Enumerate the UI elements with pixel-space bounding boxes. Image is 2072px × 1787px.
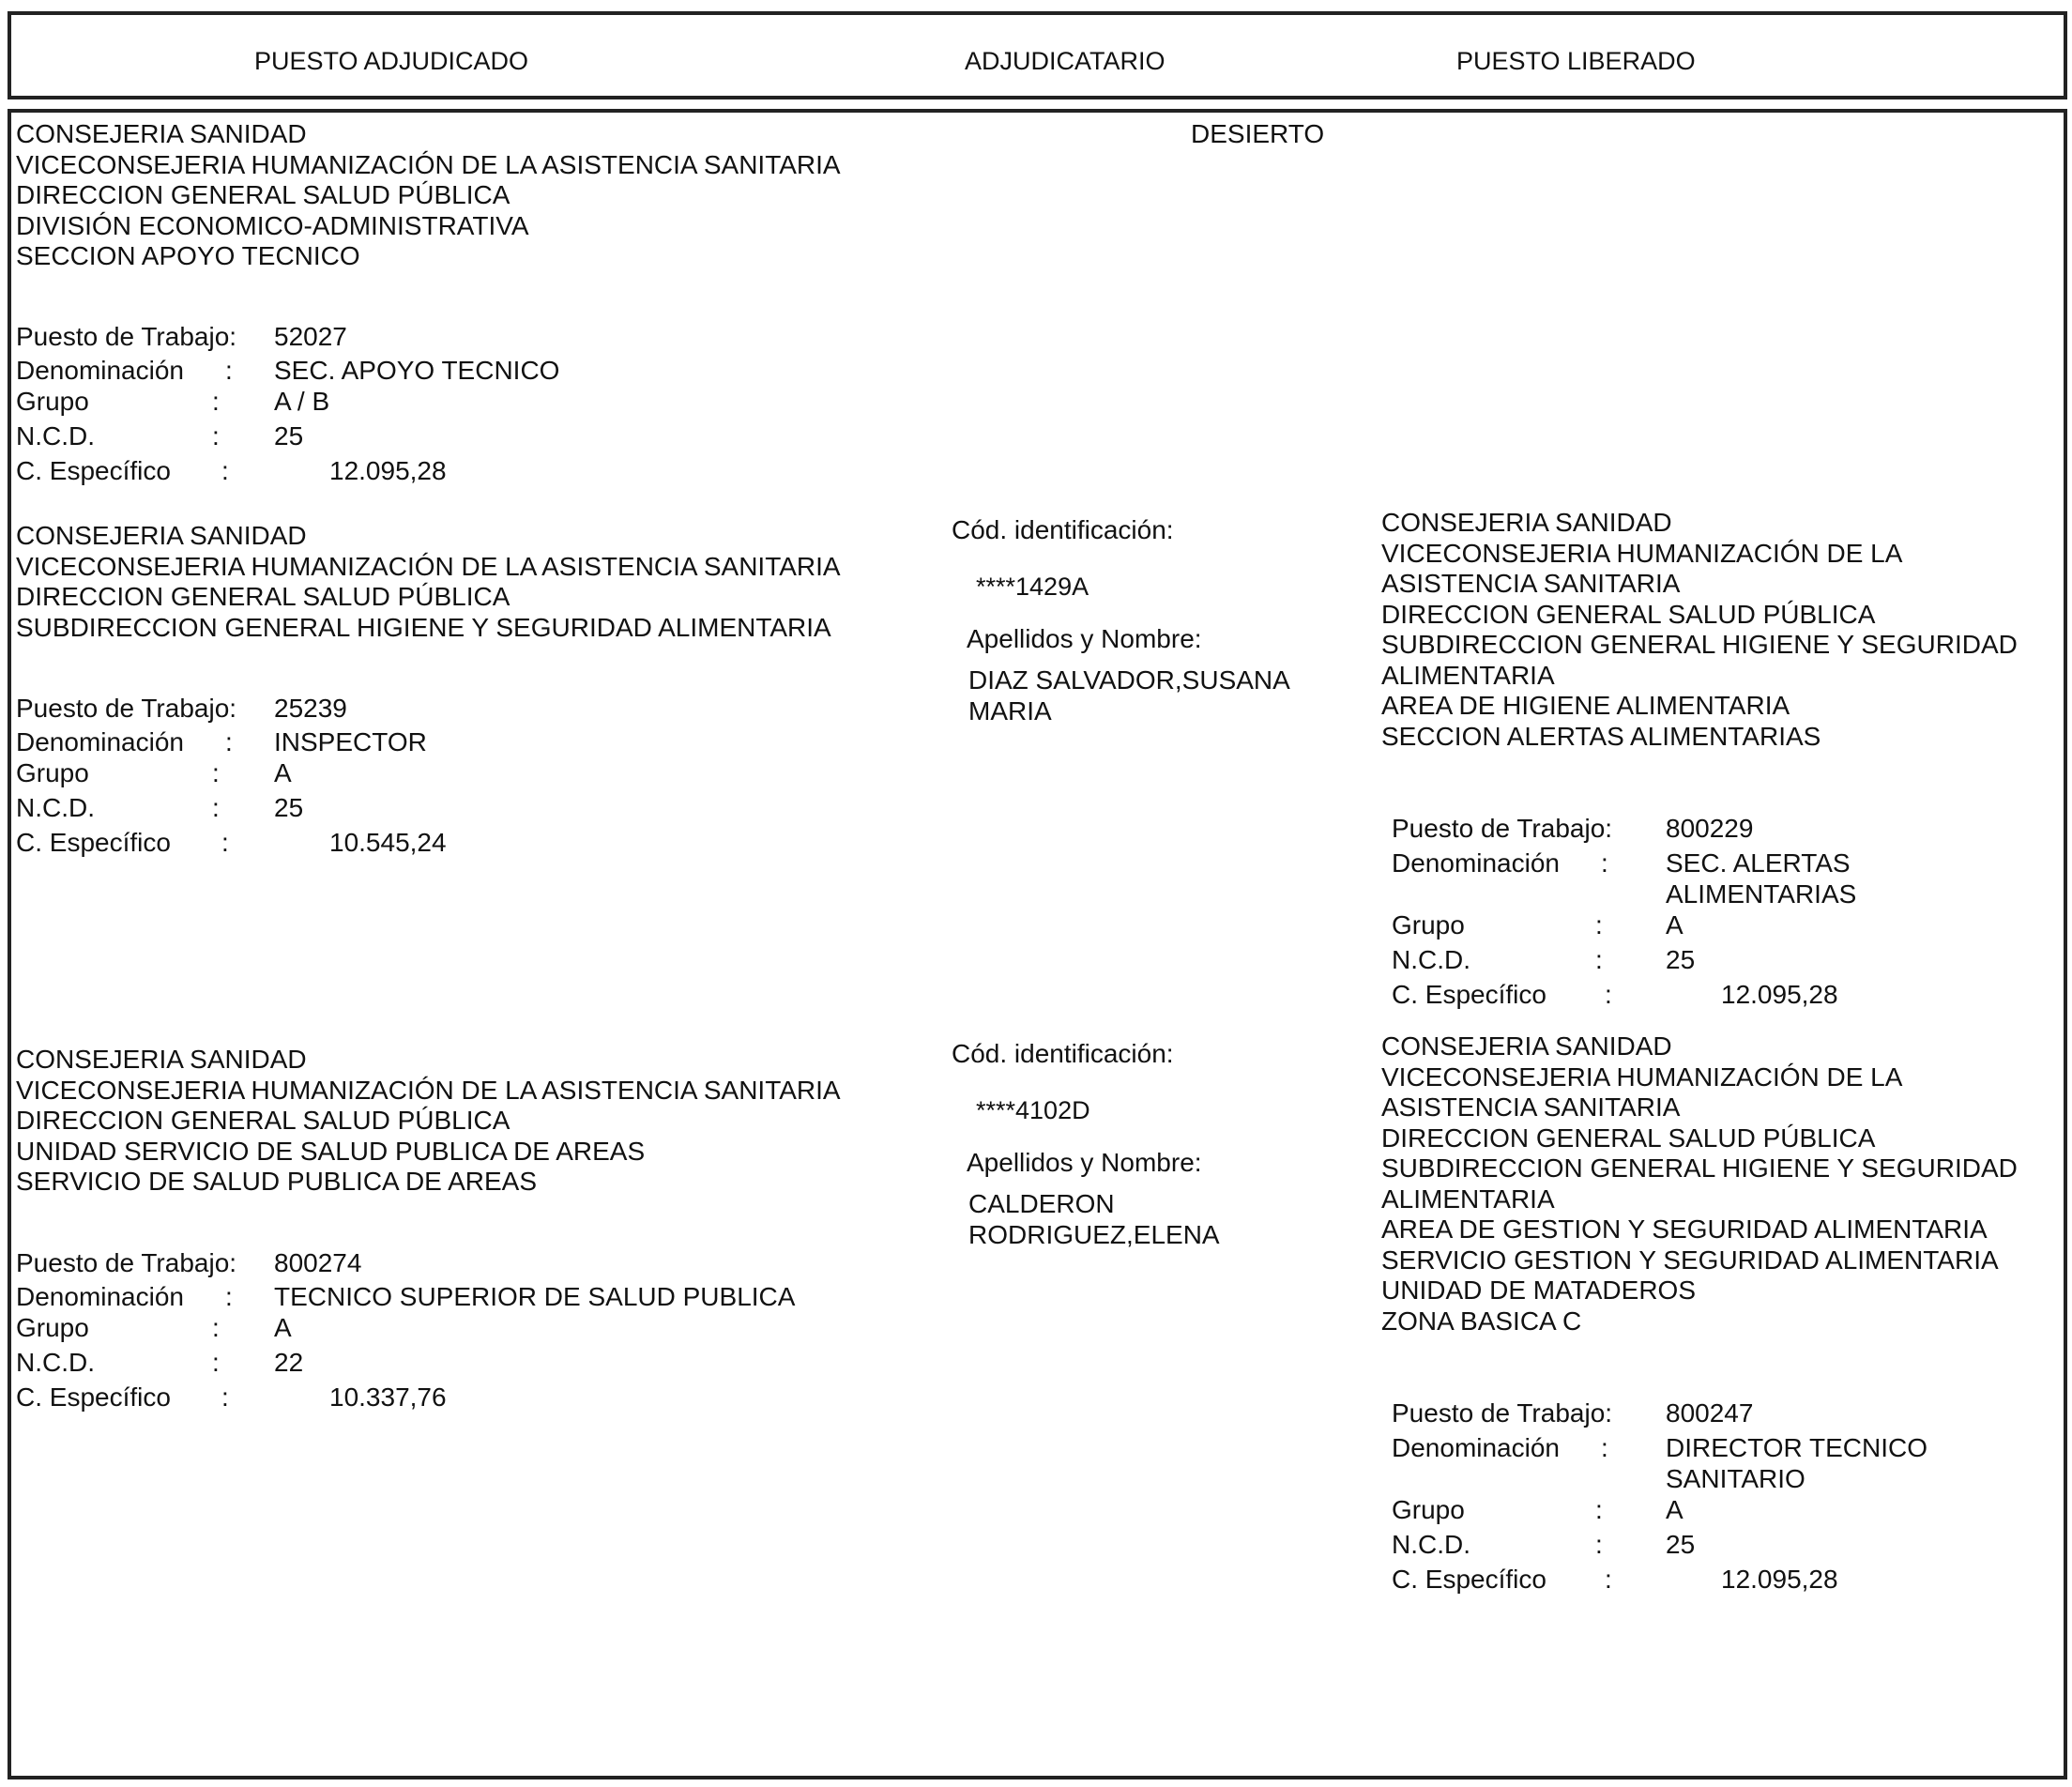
org-line: SECCION APOYO TECNICO bbox=[16, 241, 360, 270]
colon: : bbox=[212, 758, 220, 787]
org-line: DIRECCION GENERAL SALUD PÚBLICA bbox=[1381, 599, 1876, 629]
grupo-value: A bbox=[274, 758, 292, 787]
ncd-value: 25 bbox=[274, 793, 304, 822]
ncd-label: N.C.D. bbox=[1392, 1530, 1470, 1559]
header-puesto-liberado: PUESTO LIBERADO bbox=[1456, 47, 1696, 75]
org-line: VICECONSEJERIA HUMANIZACIÓN DE LA ASISTENCIA SANITARIA bbox=[16, 1075, 841, 1105]
colon: : bbox=[1605, 1565, 1612, 1594]
org-line: DIRECCION GENERAL SALUD PÚBLICA bbox=[16, 180, 510, 209]
denominacion-label: Denominación bbox=[16, 727, 184, 756]
colon: : bbox=[225, 727, 233, 756]
puesto-value: 800247 bbox=[1666, 1398, 1754, 1428]
org-line: ASISTENCIA SANITARIA bbox=[1381, 1092, 1681, 1122]
colon: : bbox=[1595, 1495, 1603, 1524]
adjudicatario-name bbox=[968, 1189, 1220, 1250]
colon: : bbox=[1595, 945, 1603, 974]
colon: : bbox=[212, 793, 220, 822]
org-line: CONSEJERIA SANIDAD bbox=[16, 521, 307, 550]
name-line: RODRIGUEZ,ELENA bbox=[968, 1219, 1220, 1249]
apellidos-label: Apellidos y Nombre: bbox=[967, 1148, 1202, 1177]
org-line: AREA DE GESTION Y SEGURIDAD ALIMENTARIA bbox=[1381, 1214, 1988, 1244]
colon: : bbox=[1595, 910, 1603, 939]
colon: : bbox=[1601, 848, 1608, 878]
especifico-label: C. Específico bbox=[16, 456, 171, 485]
colon: : bbox=[1595, 1530, 1603, 1559]
denominacion-value bbox=[1666, 848, 1856, 909]
denominacion-label: Denominación bbox=[16, 356, 184, 385]
colon: : bbox=[212, 1348, 220, 1377]
especifico-value: 10.545,24 bbox=[329, 828, 447, 857]
apellidos-label: Apellidos y Nombre: bbox=[967, 624, 1202, 653]
header-row bbox=[8, 11, 2067, 99]
colon: : bbox=[1605, 980, 1612, 1009]
cod-value: ****4102D bbox=[976, 1096, 1090, 1124]
org-line: VICECONSEJERIA HUMANIZACIÓN DE LA bbox=[1381, 538, 1903, 568]
ncd-value: 25 bbox=[1666, 945, 1696, 974]
header-puesto-adjudicado: PUESTO ADJUDICADO bbox=[254, 47, 529, 75]
org-line: ZONA BASICA C bbox=[1381, 1306, 1582, 1336]
denominacion-line: SANITARIO bbox=[1666, 1463, 1805, 1493]
grupo-label: Grupo bbox=[16, 387, 89, 416]
org-line: DIRECCION GENERAL SALUD PÚBLICA bbox=[16, 1106, 510, 1135]
org-line: UNIDAD DE MATADEROS bbox=[1381, 1275, 1696, 1305]
header-adjudicatario: ADJUDICATARIO bbox=[965, 47, 1166, 75]
ncd-value: 25 bbox=[1666, 1530, 1696, 1559]
denominacion-line: ALIMENTARIAS bbox=[1666, 878, 1857, 909]
denominacion-label: Denominación bbox=[1392, 848, 1560, 878]
org-line: SERVICIO GESTION Y SEGURIDAD ALIMENTARIA bbox=[1381, 1245, 1999, 1275]
org-line: SUBDIRECCION GENERAL HIGIENE Y SEGURIDAD bbox=[1381, 1153, 2018, 1183]
colon: : bbox=[221, 828, 229, 857]
ncd-value: 22 bbox=[274, 1348, 304, 1377]
cod-value: ****1429A bbox=[976, 573, 1089, 601]
puesto-label: Puesto de Trabajo: bbox=[16, 1248, 237, 1277]
org-line: DIRECCION GENERAL SALUD PÚBLICA bbox=[16, 582, 510, 611]
denominacion-line: SEC. ALERTAS bbox=[1666, 848, 1851, 878]
grupo-value: A bbox=[1666, 910, 1684, 939]
especifico-label: C. Específico bbox=[1392, 1565, 1546, 1594]
grupo-value: A bbox=[1666, 1495, 1684, 1524]
especifico-value: 12.095,28 bbox=[329, 456, 447, 485]
org-line: CONSEJERIA SANIDAD bbox=[1381, 1031, 1672, 1061]
puesto-label: Puesto de Trabajo: bbox=[16, 694, 237, 723]
colon: : bbox=[212, 421, 220, 451]
org-line: CONSEJERIA SANIDAD bbox=[16, 1045, 307, 1074]
especifico-value: 12.095,28 bbox=[1721, 1565, 1838, 1594]
grupo-label: Grupo bbox=[16, 1313, 89, 1342]
puesto-label: Puesto de Trabajo: bbox=[1392, 1398, 1613, 1428]
org-line: UNIDAD SERVICIO DE SALUD PUBLICA DE AREAS bbox=[16, 1136, 646, 1166]
org-line: SERVICIO DE SALUD PUBLICA DE AREAS bbox=[16, 1167, 538, 1196]
org-line: SUBDIRECCION GENERAL HIGIENE Y SEGURIDAD ALIMENTARIA bbox=[16, 612, 831, 642]
colon: : bbox=[1601, 1433, 1608, 1462]
org-line: VICECONSEJERIA HUMANIZACIÓN DE LA bbox=[1381, 1062, 1903, 1092]
entry-1-organization bbox=[16, 119, 841, 272]
denominacion-value: SEC. APOYO TECNICO bbox=[274, 356, 560, 385]
grupo-label: Grupo bbox=[16, 758, 89, 787]
especifico-value: 12.095,28 bbox=[1721, 980, 1838, 1009]
denominacion-line: DIRECTOR TECNICO bbox=[1666, 1433, 1927, 1462]
name-line: MARIA bbox=[968, 695, 1052, 725]
colon: : bbox=[225, 1282, 233, 1311]
puesto-value: 800229 bbox=[1666, 814, 1754, 843]
adjudicatario-status: DESIERTO bbox=[1191, 119, 1325, 148]
cod-label: Cód. identificación: bbox=[952, 1039, 1174, 1068]
grupo-value: A bbox=[274, 1313, 292, 1342]
denominacion-value: TECNICO SUPERIOR DE SALUD PUBLICA bbox=[274, 1282, 796, 1311]
colon: : bbox=[212, 1313, 220, 1342]
name-line: CALDERON bbox=[968, 1189, 1115, 1218]
grupo-label: Grupo bbox=[1392, 1495, 1465, 1524]
ncd-label: N.C.D. bbox=[16, 793, 95, 822]
org-line: AREA DE HIGIENE ALIMENTARIA bbox=[1381, 691, 1790, 720]
especifico-label: C. Específico bbox=[16, 1382, 171, 1412]
especifico-label: C. Específico bbox=[1392, 980, 1546, 1009]
ncd-value: 25 bbox=[274, 421, 304, 451]
adjudicatario-name bbox=[968, 665, 1290, 726]
cod-label: Cód. identificación: bbox=[952, 515, 1174, 544]
org-line: DIRECCION GENERAL SALUD PÚBLICA bbox=[1381, 1123, 1876, 1153]
name-line: DIAZ SALVADOR,SUSANA bbox=[968, 665, 1290, 695]
grupo-label: Grupo bbox=[1392, 910, 1465, 939]
entry-3-organization bbox=[16, 1045, 841, 1198]
puesto-value: 25239 bbox=[274, 694, 347, 723]
denominacion-label: Denominación bbox=[1392, 1433, 1560, 1462]
org-line: ALIMENTARIA bbox=[1381, 660, 1555, 690]
denominacion-label: Denominación bbox=[16, 1282, 184, 1311]
denominacion-value: INSPECTOR bbox=[274, 727, 427, 756]
colon: : bbox=[221, 456, 229, 485]
org-line: SUBDIRECCION GENERAL HIGIENE Y SEGURIDAD bbox=[1381, 630, 2018, 659]
org-line: CONSEJERIA SANIDAD bbox=[16, 119, 307, 148]
org-line: DIVISIÓN ECONOMICO-ADMINISTRATIVA bbox=[16, 210, 529, 240]
ncd-label: N.C.D. bbox=[16, 421, 95, 451]
entry-2-organization bbox=[16, 521, 841, 643]
org-line: ALIMENTARIA bbox=[1381, 1184, 1555, 1214]
org-line: SECCION ALERTAS ALIMENTARIAS bbox=[1381, 721, 1821, 751]
colon: : bbox=[221, 1382, 229, 1412]
ncd-label: N.C.D. bbox=[16, 1348, 95, 1377]
puesto-label: Puesto de Trabajo: bbox=[16, 322, 237, 351]
especifico-value: 10.337,76 bbox=[329, 1382, 447, 1412]
especifico-label: C. Específico bbox=[16, 828, 171, 857]
org-line: VICECONSEJERIA HUMANIZACIÓN DE LA ASISTENCIA SANITARIA bbox=[16, 149, 841, 179]
grupo-value: A / B bbox=[274, 387, 330, 416]
puesto-label: Puesto de Trabajo: bbox=[1392, 814, 1613, 843]
org-line: VICECONSEJERIA HUMANIZACIÓN DE LA ASISTENCIA SANITARIA bbox=[16, 551, 841, 581]
org-line: CONSEJERIA SANIDAD bbox=[1381, 508, 1672, 537]
puesto-value: 800274 bbox=[274, 1248, 362, 1277]
ncd-label: N.C.D. bbox=[1392, 945, 1470, 974]
denominacion-value bbox=[1666, 1433, 1927, 1494]
liberado-organization bbox=[1381, 1031, 2018, 1336]
colon: : bbox=[225, 356, 233, 385]
puesto-value: 52027 bbox=[274, 322, 347, 351]
liberado-organization bbox=[1381, 508, 2018, 752]
colon: : bbox=[212, 387, 220, 416]
org-line: ASISTENCIA SANITARIA bbox=[1381, 569, 1681, 598]
